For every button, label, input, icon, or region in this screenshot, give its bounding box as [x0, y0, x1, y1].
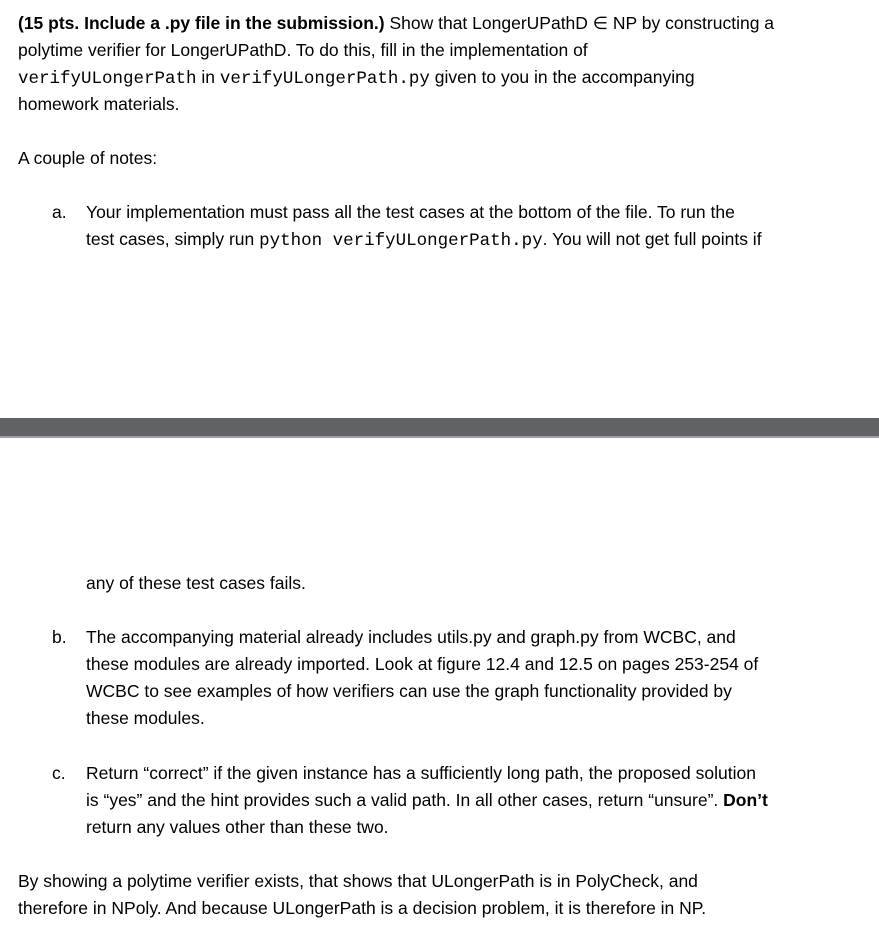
points-heading: (15 pts. Include a .py file in the submission.) [18, 13, 385, 33]
conclusion-line-1: By showing a polytime verifier exists, that shows that ULongerPath is in PolyCheck, and [18, 871, 698, 891]
item-a-line-3: any of these test cases fails. [86, 573, 306, 593]
item-a-line-2-pre: test cases, simply run [86, 229, 260, 249]
item-c-line-3: return any values other than these two. [86, 817, 389, 837]
function-name-code: verifyULongerPath [18, 69, 197, 89]
item-a-line-2 [86, 228, 762, 252]
page-break-divider [0, 418, 879, 436]
intro-line-4: homework materials. [18, 94, 180, 114]
item-b-line-2: these modules are already imported. Look at figure 12.4 and 12.5 on pages 253-254 of [86, 654, 759, 674]
item-c-line-1: Return “correct” if the given instance has a sufficiently long path, the proposed solution [86, 763, 756, 783]
item-a-marker: a. [52, 202, 67, 222]
item-b-marker: b. [52, 627, 67, 647]
dont-emphasis: Don’t [723, 790, 768, 810]
run-command-code: python verifyULongerPath.py [259, 231, 543, 251]
intro-line-3-rest: given to you in the accompanying [429, 67, 695, 87]
item-c-marker: c. [52, 763, 66, 783]
item-c-line-2-text: is “yes” and the hint provides such a valid path. In all other cases, return “unsure”. [86, 790, 724, 810]
item-a-line-2-post: . You will not get full points if [542, 229, 762, 249]
intro-line-2: polytime verifier for LongerUPathD. To do this, fill in the implementation of [18, 40, 588, 60]
intro-line-3 [18, 66, 695, 90]
conclusion-line-2: therefore in NPoly. And because ULongerPath is a decision problem, it is therefore in NP. [18, 898, 707, 918]
item-c-line-2 [86, 789, 768, 811]
intro-line-1 [18, 12, 774, 34]
intro-line-1-text: Show that LongerUPathD ∈ NP by constructing a [384, 13, 775, 33]
intro-line-3-mid: in [196, 67, 220, 87]
item-b-line-4: these modules. [86, 708, 205, 728]
file-name-code: verifyULongerPath.py [219, 69, 430, 89]
item-a-line-1: Your implementation must pass all the test cases at the bottom of the file. To run the [86, 202, 735, 222]
item-b-line-3: WCBC to see examples of how verifiers can use the graph functionality provided by [86, 681, 732, 701]
notes-heading: A couple of notes: [18, 148, 158, 168]
item-b-line-1: The accompanying material already includes utils.py and graph.py from WCBC, and [86, 627, 736, 647]
